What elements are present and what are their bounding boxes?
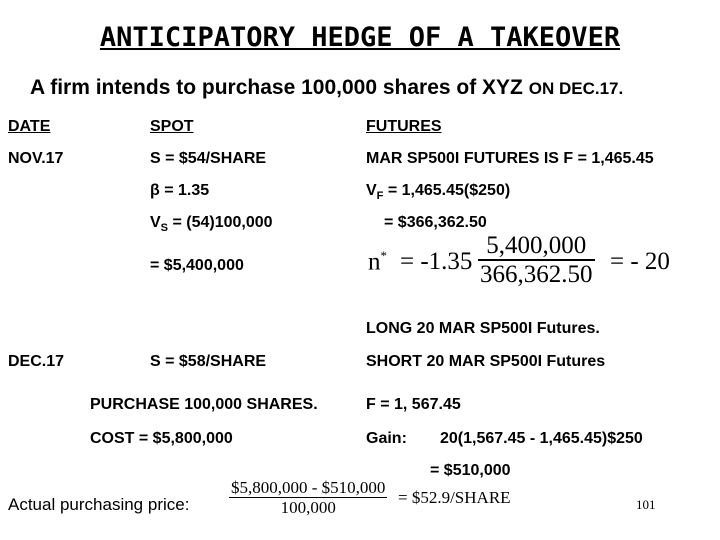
- n-star: *: [380, 248, 387, 263]
- header-date: DATE: [8, 118, 51, 135]
- vs-label: V: [150, 214, 161, 231]
- actual-price-numerator: $5,800,000 - $510,000: [231, 478, 386, 497]
- nov-beta: β = 1.35: [150, 182, 210, 199]
- nov-spot-price: S = $54/SHARE: [150, 150, 267, 167]
- actual-price-denominator: 100,000: [280, 498, 336, 517]
- nov-vs: [150, 214, 273, 234]
- actual-price-label: Actual purchasing price:: [8, 495, 190, 514]
- subtitle-main: A firm intends to purchase 100,000 shares of XYZ: [30, 76, 523, 99]
- vf-rest: = 1,465.45($250): [383, 182, 511, 199]
- dec-futures-price: F = 1, 567.45: [366, 396, 461, 413]
- hedge-ratio-beta: = -1.35: [400, 248, 473, 275]
- nov-futures-price: MAR SP500I FUTURES IS F = 1,465.45: [366, 150, 654, 167]
- page-title: ANTICIPATORY HEDGE OF A TAKEOVER: [99, 22, 621, 53]
- header-futures: FUTURES: [366, 118, 442, 135]
- dec-purchase: PURCHASE 100,000 SHARES.: [90, 396, 318, 413]
- vs-rest: = (54)100,000: [168, 214, 273, 231]
- dec-cost: COST = $5,800,000: [90, 430, 233, 447]
- subtitle-tail: ON DEC.17.: [528, 79, 624, 98]
- nov-vf-value: = $366,362.50: [384, 214, 487, 231]
- dec-spot-price: S = $58/SHARE: [150, 353, 267, 370]
- dec-date: DEC.17: [8, 353, 65, 370]
- nov-date: NOV.17: [8, 150, 64, 167]
- hedge-ratio-denominator: 366,362.50: [480, 261, 593, 288]
- dec-gain-formula: 20(1,567.45 - 1,465.45)$250: [440, 430, 643, 447]
- hedge-ratio-label: [368, 248, 387, 276]
- actual-price-fraction: [229, 478, 387, 517]
- actual-price-result: = $52.9/SHARE: [398, 488, 511, 507]
- n-label: n: [368, 248, 381, 276]
- vf-subscript: F: [376, 190, 384, 203]
- hedge-ratio-fraction: [478, 232, 595, 288]
- hedge-ratio-numerator: 5,400,000: [486, 232, 587, 259]
- header-spot: SPOT: [150, 118, 194, 135]
- dec-gain-value: = $510,000: [430, 462, 511, 479]
- page-number: 101: [636, 497, 656, 512]
- subtitle: [30, 76, 623, 100]
- vf-label: V: [366, 182, 377, 199]
- hedge-ratio-result: = - 20: [610, 248, 670, 275]
- nov-vs-value: = $5,400,000: [150, 257, 244, 274]
- nov-long-position: LONG 20 MAR SP500I Futures.: [366, 320, 600, 337]
- dec-gain-label: Gain:: [366, 430, 407, 447]
- vs-subscript: S: [160, 222, 169, 235]
- nov-vf: [366, 182, 510, 202]
- dec-short-position: SHORT 20 MAR SP500I Futures: [366, 353, 606, 370]
